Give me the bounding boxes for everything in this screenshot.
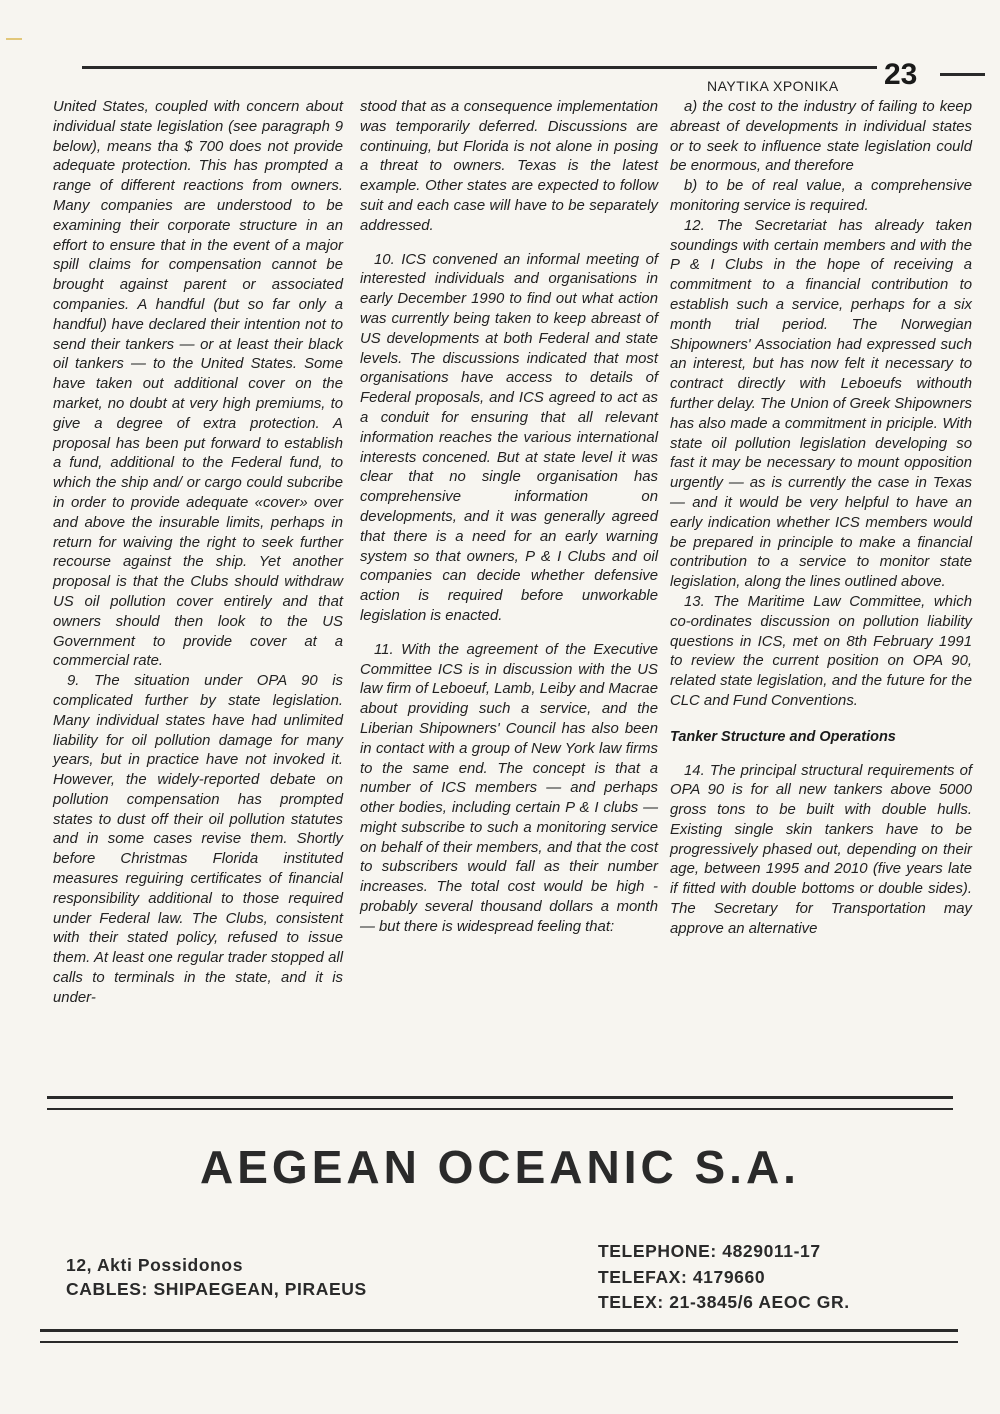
paragraph: 9. The situation under OPA 90 is complicated further by state legislation. Many individual states have had unlimited liability for oil pollution damage for many years, but in practice have not invoked it. However, the widely-reported debate on pollution compensation has prompted states to dust off their oil pollution statutes and in some cases revise them. Shortly before Christmas Florida instituted measures reguiring certificates of financial responsibility additional to those required under Federal law. The Clubs, consistent with their stated policy, refused to issue them. At least one regular trader stopped all calls to terminals in the state, and it is under-	[53, 673, 343, 1006]
article-column-2	[360, 98, 658, 938]
advert-top-rule	[47, 1096, 953, 1110]
advert-cables: CABLES: SHIPAEGEAN, PIRAEUS	[66, 1279, 367, 1299]
page-number: 23	[884, 58, 918, 91]
header-rule	[82, 66, 877, 69]
section-heading: Tanker Structure and Operations	[670, 728, 896, 745]
advert-address-block	[66, 1253, 367, 1301]
paragraph: 12. The Secretariat has already taken soundings with certain members and with the P & I Clubs in the hope of receiving a commitment to a financial contribution to establish such a service, perhaps for a six month trial period. The Norwegian Shipowners' Association had expressed such an interest, but has now felt it necessary to contract directly with Leboeufs withouth further delay. The Union of Greek Shipowners has also made a commitment in priciple. With state oil pollution legislation developing so fast it may be necessary to mount opposition urgently — as is currently the case in Texas — and it would be very helpful to have an early indication whether ICS members would be prepared in principle to make a financial contribution to a service to monitor state legislation, along the lines outlined above.	[670, 217, 972, 591]
paragraph: a) the cost to the industry of failing to keep abreast of developments in individual states or to seek to influence state legislation could be enormous, and therefore	[670, 99, 972, 175]
advert-telex: TELEX: 21-3845/6 AEOC GR.	[598, 1292, 850, 1312]
advert-address: 12, Akti Possidonos	[66, 1255, 244, 1275]
article-column-1	[53, 98, 343, 1009]
article-column-3	[670, 98, 972, 940]
paragraph: stood that as a consequence implementation was temporarily deferred. Discussions are continuing, but Florida is not alone in posing a threat to owners. Texas is the latest example. Other states are expected to follow suit and each case will have to be separately addressed.	[360, 99, 658, 234]
magazine-title: ΝΑΥΤΙΚΑ ΧΡΟΝΙΚΑ	[707, 78, 839, 94]
header-rule-right	[940, 73, 985, 76]
paragraph: 13. The Maritime Law Committee, which co-ordinates discussion on pollution liability questions in ICS, met on 8th February 1991 to review the current position on OPA 90, related state legislation, and the future for the CLC and Fund Conventions.	[670, 593, 972, 709]
advert-telefax: TELEFAX: 4179660	[598, 1266, 766, 1287]
advert-telephone: TELEPHONE: 4829011-17	[598, 1241, 821, 1261]
advert-company-name: AEGEAN OCEANIC S.A.	[200, 1141, 800, 1193]
paragraph: United States, coupled with concern about individual state legislation (see paragraph 9 below), means tha $ 700 does not provide adequate protection. This has prompted a range of different reactions from owners. Many companies are understood to be examining their corporate structure in an effort to ensure that in the event of a major spill claims for compensation cannot be brought against parent or associated companies. A handful (but so far only a handful) have declared their intention not to send their tankers — or at least their black oil tankers — to the United States. Some have taken out additional cover on the market, no doubt at very high premiums, to give a degree of extra protection. A proposal has been put forward to establish a fund, additional to the Federal fund, to which the ship and/ or cargo could subcribe in order to provide adequate «cover» over and above the insurable limits, perhaps in return for waiving the right to seek further recourse against the ship. Yet another proposal is that the Clubs should withdraw US oil pollution cover entirely and that owners should then look to the US Government to provide cover at a commercial rate.	[53, 99, 343, 670]
corner-mark	[6, 38, 22, 40]
paragraph: 10. ICS convened an informal meeting of interested individuals and organisations in early December 1990 to find out what action was currently being taken to keep abreast of US developments at both Federal and state levels. The discussions indicated that most organisations have access to details of Federal proposals, and ICS agreed to act as a conduit for ensuring that all relevant information reaches the various international interests concened. But at state level it was clear that no single organisation has comprehensive information on developments, and it was generally agreed that there is a need for an early warning system so that owners, P & I Clubs and oil companies can decide whether defensive action is required before unworkable legislation is enacted.	[360, 251, 658, 624]
paragraph: b) to be of real value, a comprehensive monitoring service is required.	[670, 178, 972, 214]
advert-bottom-rule	[40, 1329, 958, 1343]
paragraph: 14. The principal structural requirements of OPA 90 is for all new tankers above 5000 gross tons to be built with double hulls. Existing single skin tankers have to be progressively phased out, depending on their age, between 1995 and 2010 (five years late if fitted with double bottoms or double sides). The Secretary for Transportation may approve an alternative	[670, 762, 972, 937]
paragraph: 11. With the agreement of the Executive Committee ICS is in discussion with the US law firm of Leboeuf, Lamb, Leiby and Macrae about providing such a service, and the Liberian Shipowners' Council has also been in contact with a group of New York law firms to the same end. The concept is that a number of ICS members — and perhaps other bodies, including certain P & I clubs — might subscribe to such a monitoring service on behalf of their members, and that the cost to subscribers would fall as their number increases. The total cost would be high - probably several thousand dollars a month — but there is widespread feeling that:	[360, 641, 658, 935]
advert-contact-block	[598, 1239, 850, 1316]
